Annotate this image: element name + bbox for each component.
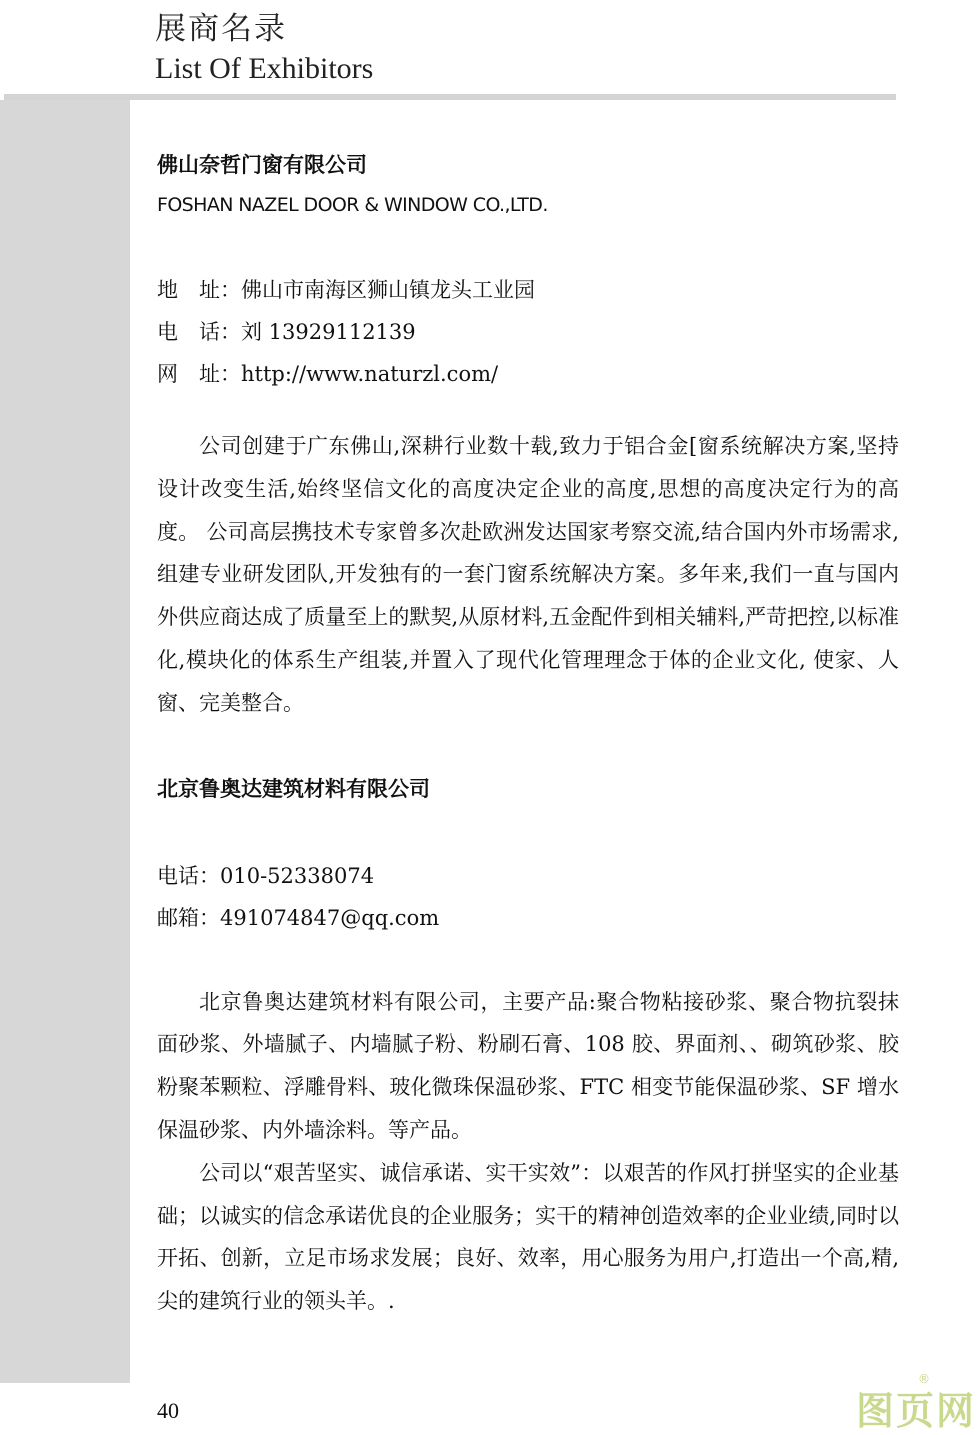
left-margin-bar: [0, 100, 130, 1383]
company-phone: 电 话：刘 13929112139: [157, 320, 416, 344]
company-name-cn: 佛山奈哲门窗有限公司: [157, 153, 367, 177]
company-description: 公司创建于广东佛山,深耕行业数十载,致力于铝合金[窗系统解决方案,坚持设计改变生活,始终坚信文化的高度决定企业的高度,思想的高度决定行为的高度。 公司高层携技术专家曾多次赴欧洲发达国家考察交流,结合国内外市场需求,组建专业研发团队,开发独有的一套门窗系统解决方案。多年来,我们一直与国内外供应商达成了质量至上的默契,从原材料,五金配件到相关辅料,严苛把控,以标准化,模块化的体系生产组装,并置入了现代化管理理念于体的企业文化, 使家、人窗、完美整合。: [157, 434, 899, 715]
company-name-cn: 北京鲁奥达建筑材料有限公司: [157, 776, 430, 801]
page-number: 40: [157, 1398, 179, 1423]
company-phone: 电话：010-52338074: [157, 863, 375, 888]
company-email: 邮箱：491074847@qq.com: [157, 905, 440, 930]
company-description-values: 公司以“艰苦坚实、诚信承诺、实干实效”：以艰苦的作风打拼坚实的企业基础；以诚实的信念承诺优良的企业服务；实干的精神创造效率的企业业绩,同时以开拓、创新，立足市场求发展；良好、效率，用心服务为用户,打造出一个高,精,尖的建筑行业的领头羊。.: [157, 1160, 899, 1314]
exhibitor-list: [157, 145, 899, 1323]
exhibitor-entry-2: [157, 769, 899, 1323]
company-name-en: FOSHAN NAZEL DOOR & WINDOW CO.,LTD.: [157, 194, 548, 216]
company-website: 网 址：http://www.naturzl.com/: [157, 362, 499, 386]
header-title-cn: 展商名录: [155, 11, 287, 47]
company-address: 地 址：佛山市南海区狮山镇龙头工业园: [157, 278, 535, 302]
header-title-en: List Of Exhibitors: [155, 52, 374, 85]
company-description-products: 北京鲁奥达建筑材料有限公司，主要产品:聚合物粘接砂浆、聚合物抗裂抹面砂浆、外墙腻子、内墙腻子粉、粉刷石膏、108 胶、界面剂、、砌筑砂浆、胶粉聚苯颗粒、浮雕骨料、玻化微珠保温砂浆、FTC 相变节能保温砂浆、SF 增水保温砂浆、内外墙涂料。等产品。: [157, 989, 899, 1142]
page-header: [155, 8, 373, 88]
header-divider: [4, 94, 896, 100]
exhibitor-entry-1: [157, 145, 899, 725]
registered-mark: ®: [918, 1372, 930, 1386]
watermark-logo: 图页网: [856, 1389, 977, 1433]
